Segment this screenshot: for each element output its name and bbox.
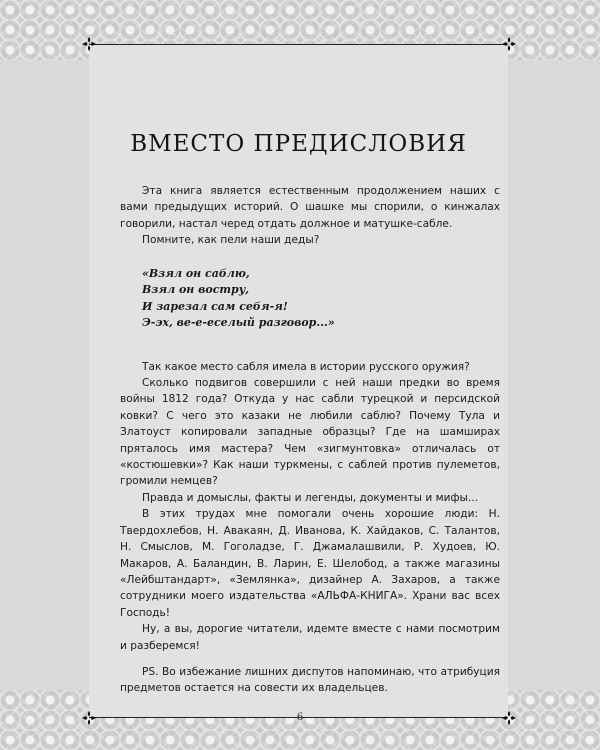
spacer [120, 654, 500, 664]
fleur-de-lis-icon [502, 37, 516, 51]
page-number: 6 [296, 712, 304, 723]
paragraph: Сколько подвигов совершили с ней наши предки во время войны 1812 года? Откуда у нас сабли турецкой и персидской ковки? С чего это казаки не любили саблю? Почему Тула и Златоуст копировали западные образцы? Где на шамширах пряталось имя мастера? Чем «зигмунтовка» отличалась от «костюшевки»? Как наши туркмены, с саблей против пулеметов, громили немцев? [120, 377, 500, 488]
postscript: PS. Во избежание лишних диспутов напоминаю, что атрибуция предметов остается на совести их владельцев. [120, 665, 500, 695]
poem-line: «Взял он саблю, [142, 266, 250, 280]
paragraph: Так какое место сабля имела в истории русского оружия? [142, 360, 470, 373]
paragraph: Эта книга является естественным продолжением наших с вами предыдущих историй. О шашке мы спорили, о кинжалах говорили, настал черед отдать должное и матушке-сабле. [120, 185, 500, 230]
paragraph: Помните, как пели наши деды? [142, 234, 320, 247]
poem-line: И зарезал сам себя-я! [142, 299, 288, 313]
fleur-de-lis-icon [502, 711, 516, 725]
paragraph: В этих трудах мне помогали очень хорошие люди: Н. Твердохлебов, Н. Авакаян, Д. Иванова, К. Хайдаков, С. Талантов, Н. Смыслов, М. Гоголадзе, Г. Джамалашвили, Р. Худоев, Ю. Макаров, А. Баландин, В. Ларин, Е. Шелобод, а также магазины «Лейбштандарт», «Землянка», дизайнер А. Захаров, а также сотрудники моего издательства «АЛЬФА-КНИГА». Храни вас всех Господь! [120, 508, 500, 619]
fleur-de-lis-icon [82, 37, 96, 51]
paragraph: Ну, а вы, дорогие читатели, идемте вместе с нами посмотрим и разберемся! [120, 623, 500, 652]
spacer [120, 348, 500, 359]
top-rule [89, 44, 508, 45]
poem-line: Э-эх, ве-е-еселый разговор...» [142, 316, 335, 330]
fleur-de-lis-icon [82, 711, 96, 725]
poem-line: Взял он востру, [142, 283, 250, 297]
paragraph: Правда и домыслы, факты и легенды, документы и мифы... [142, 491, 479, 504]
article-body [120, 183, 500, 697]
poem-quote [142, 266, 500, 332]
page-title: ВМЕСТО ПРЕДИСЛОВИЯ [130, 131, 467, 157]
